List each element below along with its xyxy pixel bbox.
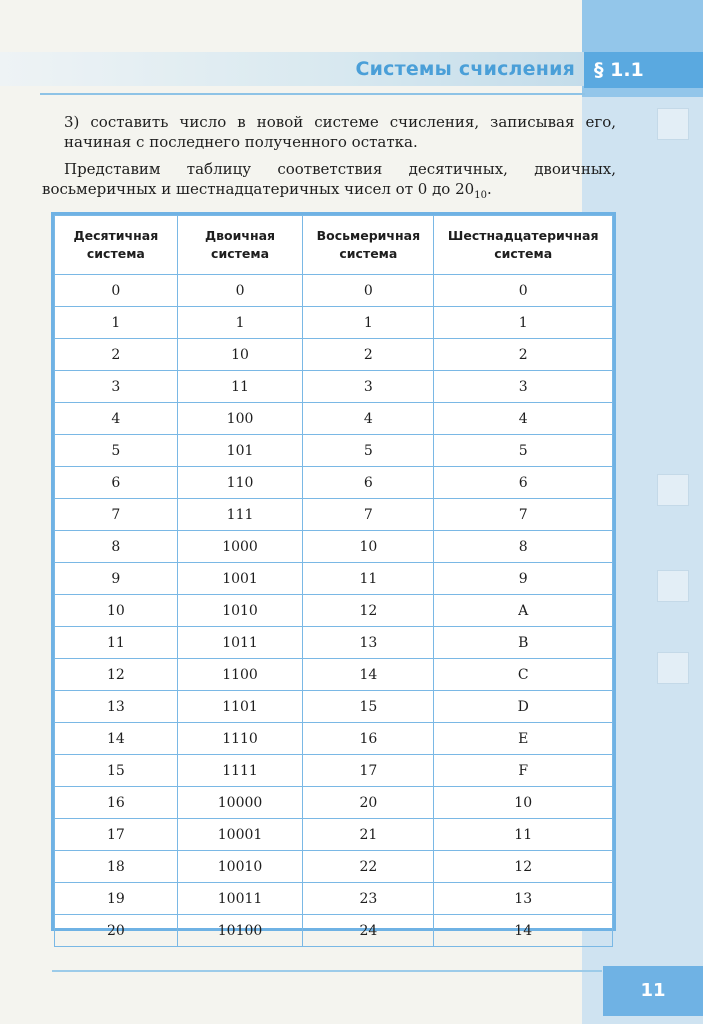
binary-cell: 1010 [177, 595, 303, 627]
intro-text: Представим таблицу соответствия десятичных, двоичных, восьмеричных и шестнадцатеричных чисел от 0 до 20 [42, 160, 616, 198]
margin-marker-icon [657, 570, 689, 602]
octal-cell: 10 [303, 531, 434, 563]
decimal-cell: 7 [55, 499, 178, 531]
octal-cell: 17 [303, 755, 434, 787]
table-row [55, 435, 613, 467]
decimal-cell: 20 [55, 915, 178, 947]
table-row [55, 755, 613, 787]
hex-cell: 5 [434, 435, 613, 467]
octal-cell: 4 [303, 403, 434, 435]
binary-cell: 1110 [177, 723, 303, 755]
decimal-cell: 0 [55, 275, 178, 307]
decimal-cell: 9 [55, 563, 178, 595]
hex-cell: 3 [434, 371, 613, 403]
table-row [55, 371, 613, 403]
intro-paragraph [42, 159, 616, 206]
decimal-cell: 10 [55, 595, 178, 627]
octal-cell: 21 [303, 819, 434, 851]
hex-cell: A [434, 595, 613, 627]
hex-cell: F [434, 755, 613, 787]
octal-cell: 6 [303, 467, 434, 499]
hex-cell: 1 [434, 307, 613, 339]
binary-cell: 111 [177, 499, 303, 531]
binary-cell: 1000 [177, 531, 303, 563]
octal-cell: 13 [303, 627, 434, 659]
decimal-cell: 4 [55, 403, 178, 435]
binary-cell: 10010 [177, 851, 303, 883]
table-row [55, 819, 613, 851]
hex-cell: D [434, 691, 613, 723]
table-row [55, 787, 613, 819]
binary-cell: 10001 [177, 819, 303, 851]
decimal-cell: 15 [55, 755, 178, 787]
table-row [55, 595, 613, 627]
table-row [55, 723, 613, 755]
header-binary: Двоичная система [177, 216, 303, 275]
table-row [55, 851, 613, 883]
octal-cell: 12 [303, 595, 434, 627]
decimal-cell: 17 [55, 819, 178, 851]
header-octal: Восьмеричная система [303, 216, 434, 275]
hex-cell: E [434, 723, 613, 755]
table-row [55, 275, 613, 307]
conversion-table [51, 212, 616, 939]
table-header-row [55, 216, 613, 275]
hex-cell: 14 [434, 915, 613, 947]
decimal-cell: 11 [55, 627, 178, 659]
binary-cell: 0 [177, 275, 303, 307]
decimal-cell: 19 [55, 883, 178, 915]
binary-cell: 101 [177, 435, 303, 467]
octal-cell: 23 [303, 883, 434, 915]
decimal-cell: 18 [55, 851, 178, 883]
binary-cell: 1111 [177, 755, 303, 787]
binary-cell: 11 [177, 371, 303, 403]
decimal-cell: 8 [55, 531, 178, 563]
intro-end: . [486, 180, 492, 198]
binary-cell: 10 [177, 339, 303, 371]
decimal-cell: 14 [55, 723, 178, 755]
octal-cell: 0 [303, 275, 434, 307]
header-hexadecimal: Шестнадцатеричная система [434, 216, 613, 275]
table-row [55, 403, 613, 435]
table-row [55, 627, 613, 659]
octal-cell: 16 [303, 723, 434, 755]
octal-cell: 24 [303, 915, 434, 947]
table-row [55, 307, 613, 339]
table-row [55, 883, 613, 915]
chapter-title: Системы счисления [355, 58, 575, 80]
hex-cell: 0 [434, 275, 613, 307]
octal-cell: 3 [303, 371, 434, 403]
decimal-cell: 12 [55, 659, 178, 691]
table-row [55, 659, 613, 691]
hex-cell: 13 [434, 883, 613, 915]
header-decimal: Десятичная система [55, 216, 178, 275]
binary-cell: 1001 [177, 563, 303, 595]
step-3-text: 3) составить число в новой системе счисления, записывая его, начиная с последнего полученного остатка. [64, 113, 616, 151]
decimal-cell: 6 [55, 467, 178, 499]
octal-cell: 11 [303, 563, 434, 595]
binary-cell: 1100 [177, 659, 303, 691]
hex-cell: C [434, 659, 613, 691]
hex-cell: 9 [434, 563, 613, 595]
intro-subscript: 10 [474, 190, 487, 201]
hex-cell: 11 [434, 819, 613, 851]
hex-cell: 8 [434, 531, 613, 563]
binary-cell: 10000 [177, 787, 303, 819]
octal-cell: 5 [303, 435, 434, 467]
header-divider [40, 93, 585, 95]
octal-cell: 22 [303, 851, 434, 883]
table-row [55, 915, 613, 947]
body-text [42, 112, 616, 206]
decimal-cell: 1 [55, 307, 178, 339]
table-row [55, 531, 613, 563]
decimal-cell: 13 [55, 691, 178, 723]
table-row [55, 691, 613, 723]
octal-cell: 1 [303, 307, 434, 339]
octal-cell: 2 [303, 339, 434, 371]
binary-cell: 1101 [177, 691, 303, 723]
decimal-cell: 5 [55, 435, 178, 467]
hex-cell: B [434, 627, 613, 659]
binary-cell: 1 [177, 307, 303, 339]
table-row [55, 467, 613, 499]
page-number: 11 [603, 966, 703, 1016]
binary-cell: 10100 [177, 915, 303, 947]
decimal-cell: 16 [55, 787, 178, 819]
hex-cell: 12 [434, 851, 613, 883]
decimal-cell: 3 [55, 371, 178, 403]
decimal-cell: 2 [55, 339, 178, 371]
table-row [55, 339, 613, 371]
octal-cell: 20 [303, 787, 434, 819]
footer-divider [52, 970, 602, 972]
octal-cell: 15 [303, 691, 434, 723]
octal-cell: 7 [303, 499, 434, 531]
margin-marker-icon [657, 652, 689, 684]
margin-marker-icon [657, 474, 689, 506]
table-row [55, 499, 613, 531]
binary-cell: 10011 [177, 883, 303, 915]
margin-marker-icon [657, 108, 689, 140]
binary-cell: 110 [177, 467, 303, 499]
hex-cell: 10 [434, 787, 613, 819]
octal-cell: 14 [303, 659, 434, 691]
hex-cell: 6 [434, 467, 613, 499]
hex-cell: 4 [434, 403, 613, 435]
binary-cell: 1011 [177, 627, 303, 659]
table-row [55, 563, 613, 595]
section-number: § 1.1 [584, 52, 703, 88]
hex-cell: 2 [434, 339, 613, 371]
hex-cell: 7 [434, 499, 613, 531]
binary-cell: 100 [177, 403, 303, 435]
